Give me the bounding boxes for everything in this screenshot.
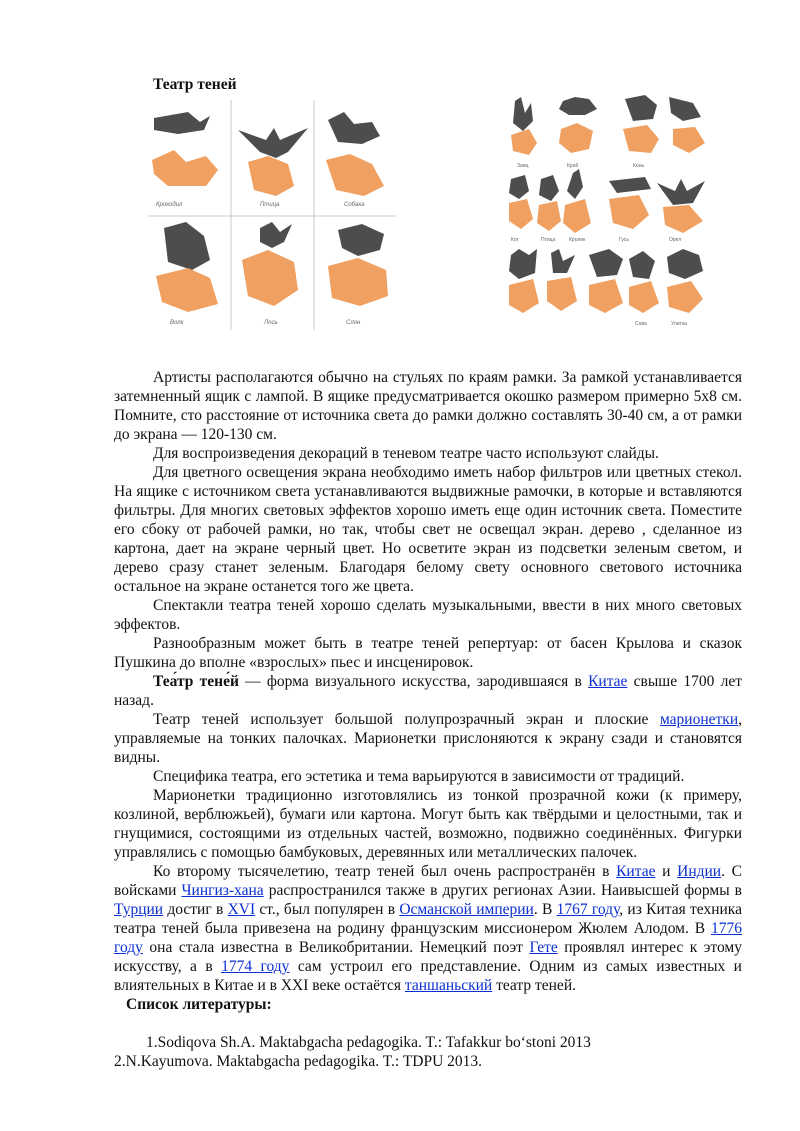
term-bold: Теа́тр тене́й — [153, 673, 239, 690]
caption-bird: Птица — [260, 202, 280, 208]
paragraph-6: Теа́тр тене́й — форма визуального искусства, зародившаяся в Китае свыше 1700 лет назад. — [114, 673, 742, 709]
reference-item: 1.Sodiqova Sh.A. Maktabgacha pedagogika. T.: Tafakkur bo‘stoni 2013 — [146, 1034, 591, 1051]
paragraph-9: Марионетки традиционно изготовлялись из тонкой прозрачной кожи (к примеру, козлиной, верблюжьей), бумаги или картона. Могут быть как твёрдыми и целостными, так и гнущимися, состоящими из отдельных частей, возможно, подвижно соединённых. Фигурки управлялись с помощью бамбуковых, деревянных или металлических палочек. — [114, 787, 742, 861]
shadow-puppets-figure-right — [505, 95, 710, 330]
caption-elephant: Слон — [346, 320, 361, 326]
references-title: Список литературы: — [126, 996, 272, 1013]
reference-item: 2.N.Kayumova. Maktabgacha pedagogika. T.: TDPU 2013. — [114, 1053, 483, 1070]
link-goethe[interactable]: Гете — [529, 939, 558, 956]
link-genghis-khan[interactable]: Чингиз-хана — [181, 882, 264, 899]
horse2-shadow — [669, 97, 705, 153]
link-ottoman-empire[interactable]: Османской империи — [399, 901, 534, 918]
snail-shadow — [667, 249, 703, 313]
dog-shadow — [326, 112, 384, 196]
owl-shadow — [629, 251, 659, 313]
crocodile-shadow — [152, 112, 218, 186]
article-body — [114, 368, 742, 1071]
crocodile2-shadow — [609, 177, 651, 229]
link-turkey[interactable]: Турции — [114, 901, 164, 918]
caption-horse: Конь — [633, 163, 645, 169]
caption-eagle: Орел — [669, 237, 682, 243]
paragraph-2: Для воспроизведения декораций в теневом театре часто используют слайды. — [153, 445, 659, 462]
paragraph-8: Специфика театра, его эстетика и тема варьируются в зависимости от традиций. — [153, 768, 685, 785]
caption-rabbit: Кролик — [569, 237, 586, 243]
horse-shadow — [623, 95, 659, 153]
caption-snail: Улитка — [671, 321, 687, 327]
caption-crab: Краб — [567, 163, 579, 169]
link-1767[interactable]: 1767 году — [556, 901, 620, 918]
caption-wolf: Волк — [170, 320, 184, 326]
cat-shadow — [509, 175, 533, 229]
bull-shadow — [509, 249, 539, 313]
caption-crocodile: Крокодил — [156, 202, 183, 208]
paragraph-7: Театр теней использует большой полупрозрачный экран и плоские марионетки, управляемые на тонких палочках. Марионетки прислоняются к экрану сзади и становятся видны. — [114, 711, 742, 766]
caption-cat: Кот — [511, 237, 519, 243]
bird-shadow — [238, 128, 308, 196]
paragraph-1: Артисты располагаются обычно на стульях по краям рамки. За рамкой устанавливается затемненный ящик с лампой. В ящике предусматривается окошко размером примерно 5х8 см. Помните, сто расстояние от источника света до рамки должно составлять 30-40 см, а от рамки до экрана — 120-130 см. — [114, 369, 742, 443]
caption-dog: Собака — [344, 202, 365, 208]
link-tangshan[interactable]: таншаньский — [404, 977, 493, 994]
crab-shadow — [559, 97, 597, 153]
link-xvi[interactable]: XVI — [227, 901, 256, 918]
shadow-puppets-figure-left — [148, 100, 396, 330]
hare-shadow — [511, 97, 537, 155]
link-1774[interactable]: 1774 году — [221, 958, 290, 975]
deer-shadow — [547, 249, 577, 311]
paragraph-3: Для цветного освещения экрана необходимо иметь набор фильтров или цветных стекол. На ящике с источником света устанавливаются выдвижные рамочки, в которые и вставляются фильтры. Для многих световых эффектов хорошо иметь еще один источник света. Поместите его сбоку от рабочей рамки, но так, чтобы свет не освещал экран. дерево , сделанное из картона, дает на экране черный цвет. Но осветите экран из подсветки зеленым светом, и дерево сразу станет зеленым. Благодаря белому свету основного светового источника остальное на экране останется того же цвета. — [114, 464, 742, 595]
link-india[interactable]: Индии — [677, 863, 722, 880]
rabbit-shadow — [563, 169, 591, 233]
eagle-shadow — [657, 179, 705, 233]
link-china-2[interactable]: Китае — [616, 863, 656, 880]
caption-goose: Гусь — [619, 237, 629, 243]
elephant-shadow — [328, 224, 388, 306]
elephant2-shadow — [589, 249, 623, 313]
link-1776[interactable]: 1776 году — [114, 920, 742, 956]
link-marionettes[interactable]: марионетки — [659, 711, 739, 728]
caption-moose: Лось — [264, 320, 278, 326]
bird2-shadow — [537, 175, 561, 231]
caption-owl: Сова — [635, 321, 647, 327]
caption-bird2: Птица — [541, 237, 556, 243]
page-title: Театр теней — [153, 76, 237, 93]
paragraph-5: Разнообразным может быть в театре теней репертуар: от басен Крылова и сказок Пушкина до вполне «взрослых» пьес и инсценировок. — [114, 635, 742, 671]
paragraph-10: Ко второму тысячелетию, театр теней был очень распространён в Китае и Индии. С войсками Чингиз-хана распространился также в других регионах Азии. Наивысшей формы в Турции достиг в XVI ст., был популярен в Османской империи. В 1767 году, из Китая техника театра теней была привезена на родину французским миссионером Жюлем Алодом. В 1776 году она стала известна в Великобритании. Немецкий поэт Гете проявлял интерес к этому искусству, а в 1774 году сам устроил его представление. Одним из самых известных и влиятельных в Китае и в XXI веке остаётся таншаньский театр теней. — [114, 863, 743, 994]
wolf-shadow — [156, 222, 218, 312]
caption-hare: Заяц — [517, 163, 529, 169]
link-china[interactable]: Китае — [588, 673, 628, 690]
paragraph-4: Спектакли театра теней хорошо сделать музыкальными, ввести в них много световых эффектов. — [114, 597, 742, 633]
moose-shadow — [242, 222, 298, 306]
